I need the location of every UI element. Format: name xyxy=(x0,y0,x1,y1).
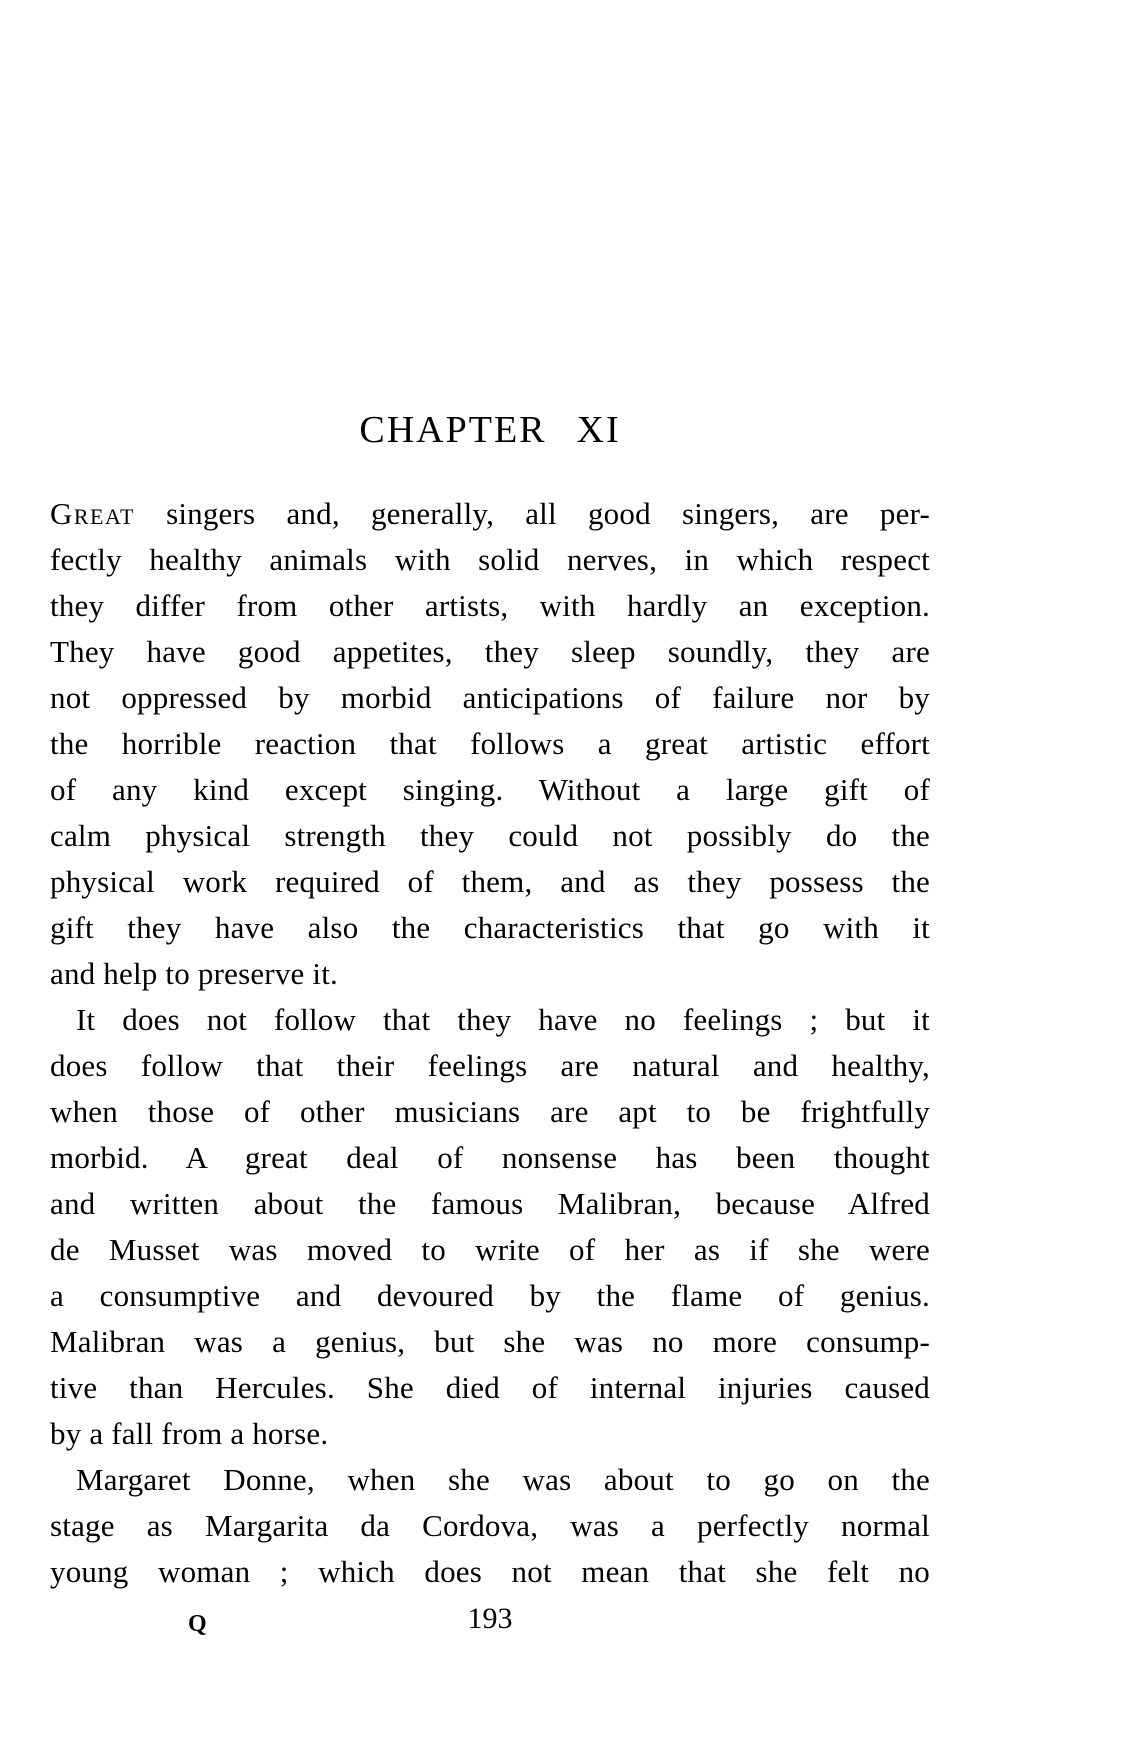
text-line: not oppressed by morbid anticipations of failure nor by xyxy=(50,680,930,715)
text-line: of any kind except singing. Without a large gift of xyxy=(50,772,930,807)
text-column xyxy=(50,0,930,1761)
text-line: Margaret Donne, when she was about to go on the xyxy=(76,1462,930,1497)
text-line: stage as Margarita da Cordova, was a perfectly normal xyxy=(50,1508,930,1543)
text-line: fectly healthy animals with solid nerves, in which respect xyxy=(50,542,930,577)
text-line: They have good appetites, they sleep soundly, they are xyxy=(50,634,930,669)
chapter-heading xyxy=(50,406,930,454)
text-line: tive than Hercules. She died of internal injuries caused xyxy=(50,1370,930,1405)
text-line: calm physical strength they could not possibly do the xyxy=(50,818,930,853)
text-line: physical work required of them, and as they possess the xyxy=(50,864,930,899)
text-line: It does not follow that they have no feelings ; but it xyxy=(76,1002,930,1037)
text-line: and written about the famous Malibran, because Alfred xyxy=(50,1186,930,1221)
text-line: the horrible reaction that follows a great artistic effort xyxy=(50,726,930,761)
text-line: gift they have also the characteristics that go with it xyxy=(50,910,930,945)
text-line: and help to preserve it. xyxy=(50,956,339,991)
signature-mark: Q xyxy=(188,1611,207,1637)
page-footer xyxy=(50,1602,930,1642)
text-line: young woman ; which does not mean that she felt no xyxy=(50,1554,930,1589)
line-text: singers and, generally, all good singers, are per- xyxy=(166,496,930,531)
chapter-label: CHAPTER xyxy=(359,409,547,451)
text-line: morbid. A great deal of nonsense has been thought xyxy=(50,1140,930,1175)
text-line: de Musset was moved to write of her as if she were xyxy=(50,1232,930,1267)
page-number: 193 xyxy=(467,1602,513,1635)
text-line: does follow that their feelings are natural and healthy, xyxy=(50,1048,930,1083)
body-text xyxy=(50,491,930,1595)
chapter-number: XI xyxy=(576,409,621,451)
text-line: Malibran was a genius, but she was no more consump- xyxy=(50,1324,930,1359)
lead-word-smallcaps: Great xyxy=(50,496,135,531)
text-line: they differ from other artists, with hardly an exception. xyxy=(50,588,930,623)
text-line xyxy=(50,491,930,537)
text-line: a consumptive and devoured by the flame of genius. xyxy=(50,1278,930,1313)
text-line: when those of other musicians are apt to be frightfully xyxy=(50,1094,930,1129)
text-line: by a fall from a horse. xyxy=(50,1416,329,1451)
